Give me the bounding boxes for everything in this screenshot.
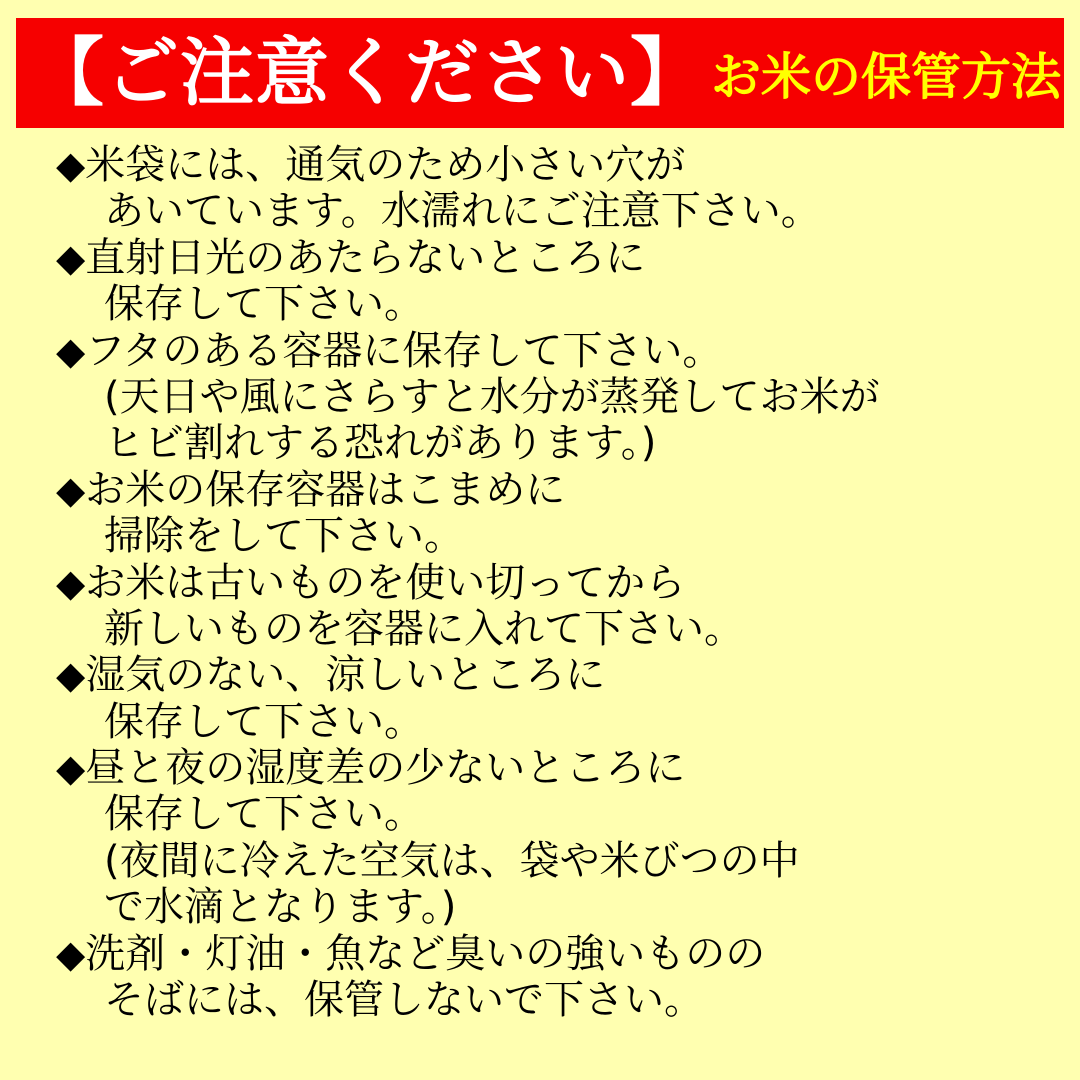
list-item-line: 掃除をして下さい。 — [104, 513, 464, 560]
list-item-line: 新しいものを容器に入れて下さい。 — [104, 605, 744, 652]
list-item-line — [56, 931, 1058, 977]
diamond-bullet-icon: ◆ — [56, 931, 86, 976]
notice-list — [16, 128, 1064, 1064]
diamond-bullet-icon: ◆ — [56, 653, 86, 698]
list-item-text: 洗剤・灯油・魚など臭いの強いものの — [85, 930, 766, 977]
list-item-line: 保存して下さい。 — [104, 698, 424, 745]
list-item — [56, 328, 1058, 467]
list-item-line — [56, 235, 1058, 281]
list-item — [56, 560, 1058, 653]
list-item-text: フタのある容器に保存して下さい。 — [85, 327, 723, 374]
list-item — [56, 745, 1058, 931]
diamond-bullet-icon: ◆ — [56, 235, 86, 280]
list-item-line — [56, 745, 1058, 791]
list-item — [56, 142, 1058, 235]
diamond-bullet-icon: ◆ — [56, 467, 86, 512]
list-item-text: お米は古いものを使い切ってから — [85, 559, 686, 606]
list-item-text: 直射日光のあたらないところに — [85, 234, 646, 281]
diamond-bullet-icon: ◆ — [56, 143, 86, 187]
diamond-bullet-icon: ◆ — [56, 746, 86, 791]
list-item-line — [56, 142, 1058, 188]
list-item-line: (天日や風にさらすと水分が蒸発してお米が — [104, 373, 880, 420]
list-item-text: 湿気のない、涼しいところに — [85, 652, 606, 699]
list-item-line — [56, 467, 1058, 513]
list-item — [56, 652, 1058, 745]
page-subtitle: お米の保管方法 — [711, 48, 1061, 106]
list-item-line — [56, 652, 1058, 698]
list-item-line: ヒビ割れする恐れがあります。) — [104, 420, 657, 467]
list-item-line — [56, 560, 1058, 606]
list-item-line: 保存して下さい。 — [104, 791, 424, 838]
list-item-text: 米袋には、通気のため小さい穴が — [85, 142, 686, 188]
list-item-line: 保存して下さい。 — [104, 281, 424, 328]
diamond-bullet-icon: ◆ — [56, 328, 86, 373]
list-item — [56, 235, 1058, 328]
header-band — [16, 18, 1064, 128]
list-item-text: お米の保存容器はこまめに — [85, 466, 566, 513]
list-item-text: 昼と夜の湿度差の少ないところに — [85, 745, 686, 792]
list-item — [56, 467, 1058, 560]
list-item — [56, 931, 1058, 1024]
list-item-line: そばには、保管しないで下さい。 — [104, 977, 704, 1024]
diamond-bullet-icon: ◆ — [56, 560, 86, 605]
list-item-line: で水滴となります。) — [104, 884, 457, 931]
page-title: 【ご注意ください】 — [30, 30, 705, 116]
list-item-line: あいています。水濡れにご注意下さい。 — [104, 188, 821, 235]
list-item-line: (夜間に冷えた空気は、袋や米びつの中 — [104, 837, 800, 884]
list-item-line — [56, 328, 1058, 374]
